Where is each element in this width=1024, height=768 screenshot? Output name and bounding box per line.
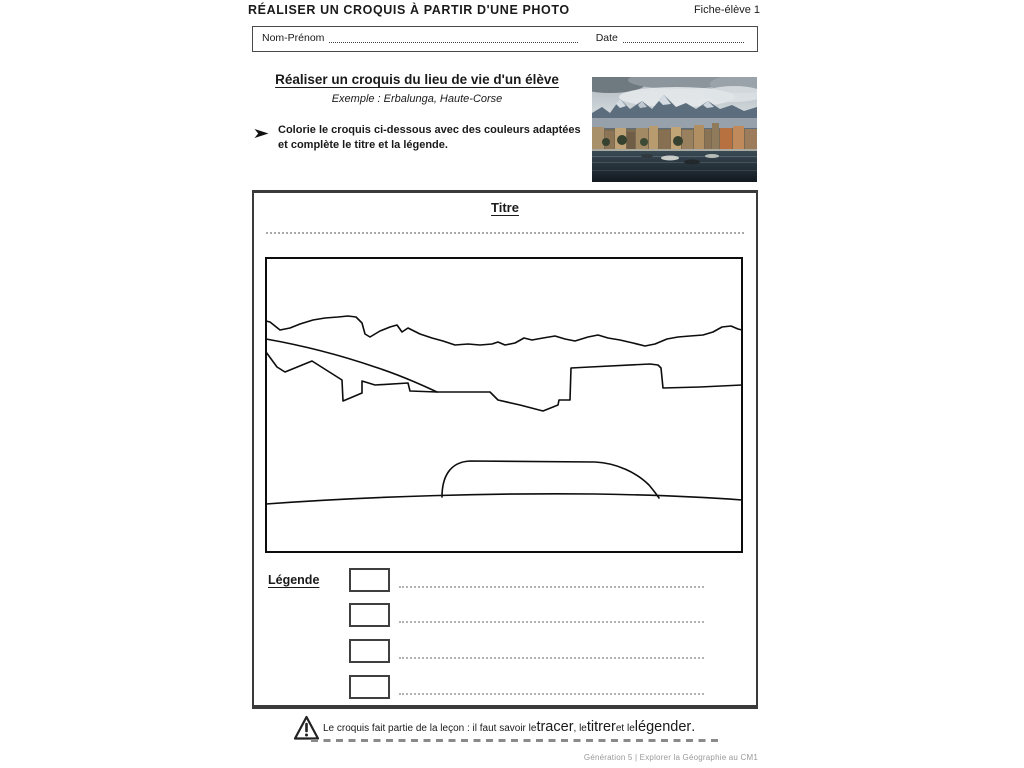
instruction-line-1: Colorie le croquis ci-dessous avec des couleurs adaptées [278,124,581,136]
legend-row-3 [349,639,704,663]
page-title: RÉALISER UN CROQUIS À PARTIR D'UNE PHOTO [248,3,570,17]
name-date-box [252,26,758,52]
instruction [254,123,590,154]
date-label: Date [595,32,618,44]
legend-answer-line-1[interactable] [399,586,704,588]
date-answer-line[interactable] [623,42,744,43]
note-sep-1: , le [573,723,587,734]
lesson-title: Réaliser un croquis du lieu de vie d'un élève [275,72,559,87]
croquis-sketch-canvas[interactable] [265,257,743,553]
legende-label: Légende [268,573,320,587]
dashed-underline [311,739,719,742]
note-period: . [691,719,696,735]
arrow-bullet-icon [254,126,269,154]
legend-color-box-2[interactable] [349,603,390,627]
credit-line: Génération 5 | Explorer la Géographie au CM1 [583,753,758,762]
lesson-example: Exemple : Erbalunga, Haute-Corse [331,93,503,105]
footer-note-text [323,712,695,742]
footer-note [293,712,743,746]
legend-color-box-1[interactable] [349,568,390,592]
lesson-block [252,72,582,105]
photo-sea [592,151,757,182]
instruction-line-2: et complète le titre et la légende. [278,139,448,152]
legend-row-1 [349,568,704,592]
legend-answer-line-4[interactable] [399,693,704,695]
sketch-frame [266,258,742,552]
village-photo [592,77,757,182]
legend-row-4 [349,675,704,699]
note-word-titrer: titrer [586,719,616,735]
name-label: Nom-Prénom [262,32,325,44]
titre-answer-line[interactable] [266,221,744,234]
note-prefix: Le croquis fait partie de la leçon : il faut savoir le [323,723,537,734]
legend-answer-line-2[interactable] [399,621,704,623]
fiche-eleve-label: Fiche-élève 1 [693,4,760,16]
worksheet-panel [252,190,758,709]
legend-color-box-4[interactable] [349,675,390,699]
instruction-text [278,123,581,154]
legend-color-box-3[interactable] [349,639,390,663]
legend-row-2 [349,603,704,627]
note-word-legender: légender [634,719,692,735]
note-word-tracer: tracer [536,719,574,735]
note-sep-2: et le [615,723,635,734]
titre-label: Titre [491,200,519,215]
legend-answer-line-3[interactable] [399,657,704,659]
name-answer-line[interactable] [329,42,577,43]
